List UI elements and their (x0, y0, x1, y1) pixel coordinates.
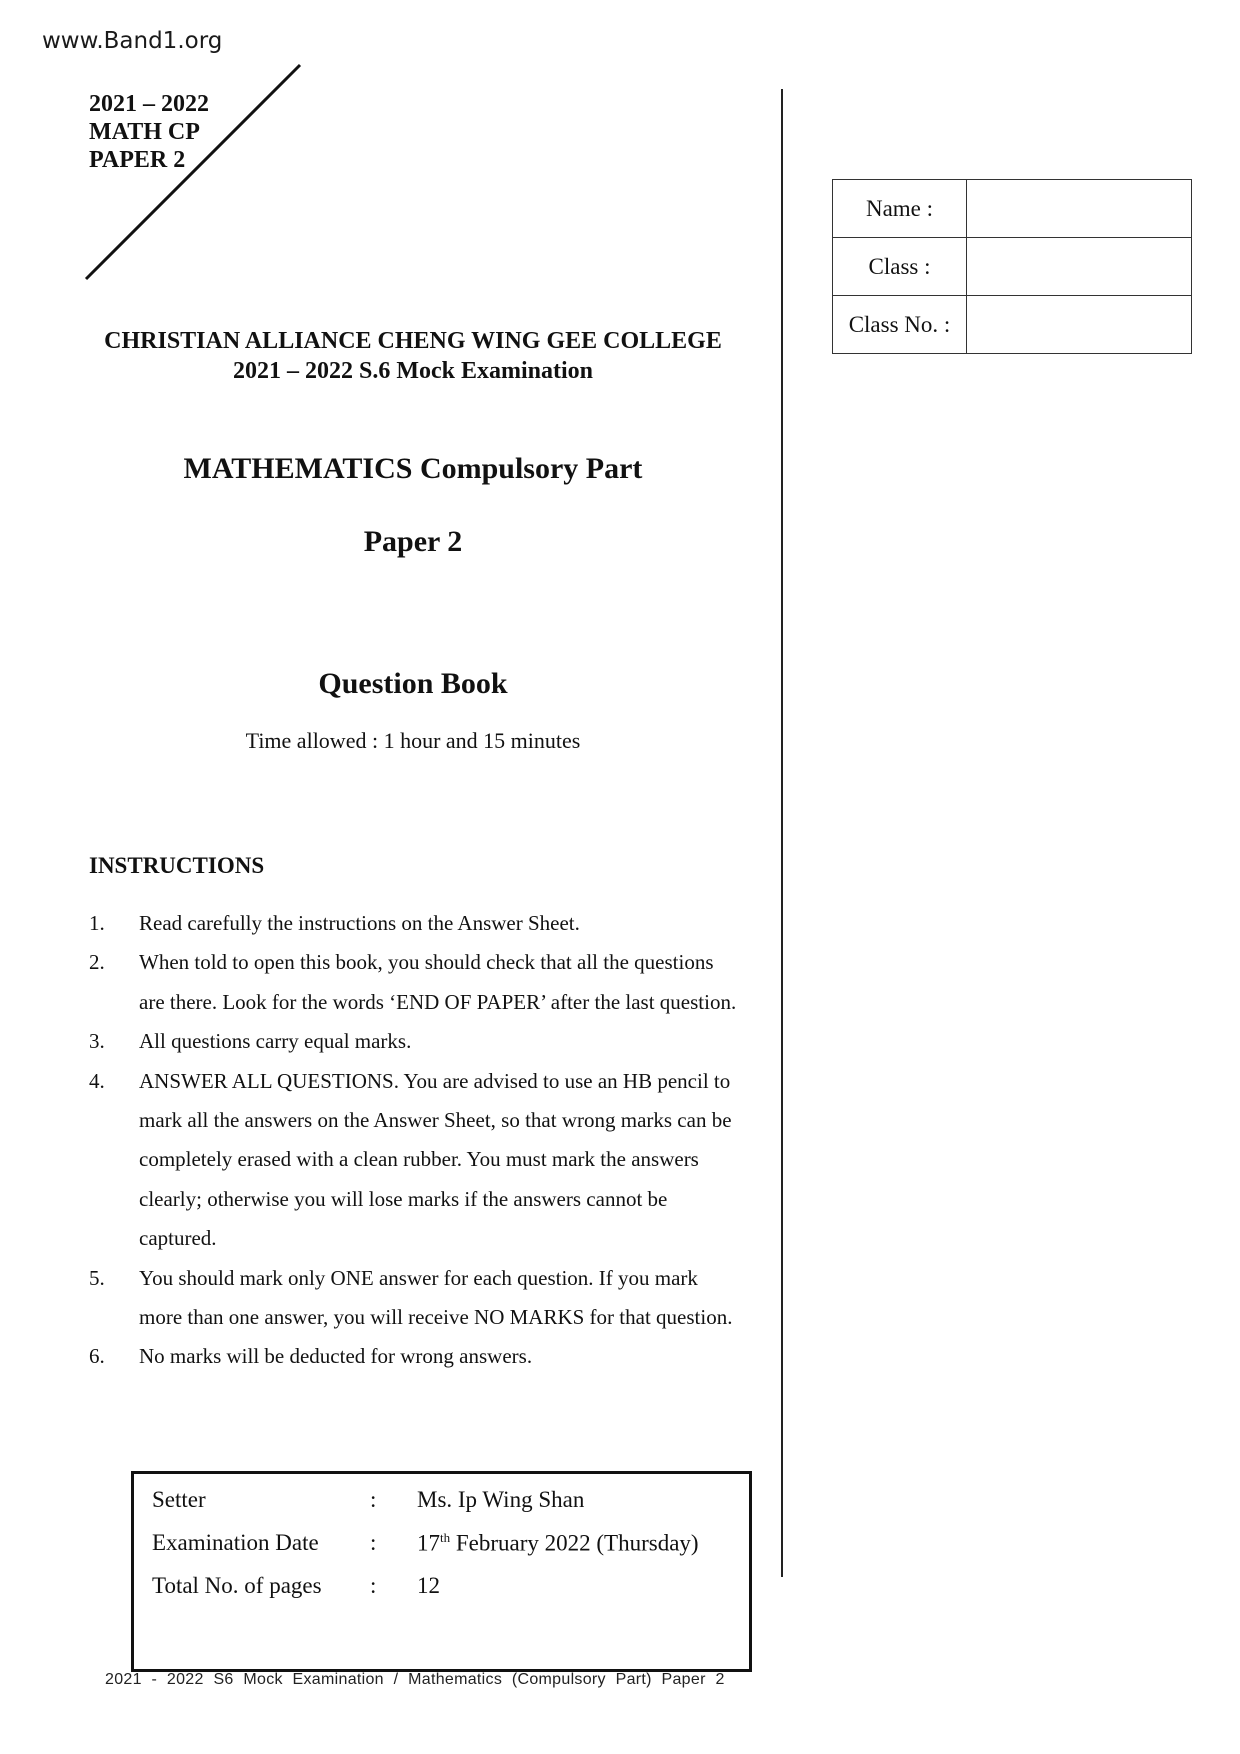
instruction-item (89, 904, 739, 943)
corner-subject: MATH CP (89, 119, 200, 145)
class-label: Class : (833, 238, 967, 296)
school-name: CHRISTIAN ALLIANCE CHENG WING GEE COLLEGE (104, 328, 722, 354)
date-value (417, 1530, 699, 1557)
setter-value: Ms. Ip Wing Shan (417, 1487, 585, 1512)
subject-title: MATHEMATICS Compulsory Part (183, 452, 643, 485)
exam-info-box (131, 1471, 752, 1672)
watermark-url: www.Band1.org (42, 28, 223, 54)
date-label: Examination Date (152, 1530, 319, 1555)
instruction-text: Read carefully the instructions on the Answer Sheet. (139, 911, 580, 935)
school-header (0, 326, 826, 386)
time-allowed: Time allowed : 1 hour and 15 minutes (245, 728, 581, 753)
paper-title: Paper 2 (363, 525, 463, 558)
instruction-item (89, 943, 739, 1022)
instruction-item (89, 1022, 739, 1061)
class-no-field[interactable] (967, 296, 1192, 354)
name-field[interactable] (967, 180, 1192, 238)
colon: : (370, 1487, 377, 1512)
instruction-number: 4. (89, 1068, 105, 1093)
corner-paper: PAPER 2 (89, 147, 186, 173)
book-title: Question Book (318, 667, 508, 700)
class-field[interactable] (967, 238, 1192, 296)
instruction-number: 6. (89, 1344, 105, 1369)
instructions-heading: INSTRUCTIONS (89, 853, 265, 878)
instructions-list (89, 904, 739, 1377)
pages-label: Total No. of pages (152, 1573, 322, 1598)
student-id-table (832, 179, 1192, 354)
exam-title: 2021 – 2022 S.6 Mock Examination (232, 358, 594, 384)
instruction-number: 2. (89, 950, 105, 975)
corner-year: 2021 – 2022 (89, 91, 209, 117)
instruction-text: When told to open this book, you should check that all the questions are there. Look for the words ‘END OF PAPER’ after the last question. (139, 950, 737, 1014)
instruction-number: 1. (89, 911, 105, 935)
instruction-number: 5. (89, 1265, 105, 1290)
instruction-item (89, 1062, 739, 1259)
class-no-label: Class No. : (833, 296, 967, 354)
date-rest: February 2022 (Thursday) (450, 1530, 699, 1556)
fold-divider-line (781, 89, 783, 1577)
date-day: 17 (417, 1530, 440, 1556)
colon: : (370, 1573, 377, 1598)
instruction-text: All questions carry equal marks. (139, 1029, 412, 1054)
instruction-text: You should mark only ONE answer for each question. If you mark more than one answer, you will receive NO MARKS for that question. (139, 1265, 733, 1330)
setter-label: Setter (152, 1487, 206, 1512)
instruction-item (89, 1259, 739, 1338)
date-suffix: th (440, 1530, 451, 1545)
instruction-text: No marks will be deducted for wrong answers. (139, 1344, 533, 1369)
id-row-class (833, 238, 1192, 296)
colon: : (370, 1530, 377, 1555)
instruction-text: ANSWER ALL QUESTIONS. You are advised to use an HB pencil to mark all the answers on the Answer Sheet, so that wrong marks can be completely erased with a clean rubber. You must mark the answers clearly; otherwise you will lose marks if the answers cannot be captured. (139, 1068, 732, 1251)
page-footer: 2021 - 2022 S6 Mock Examination / Mathematics (Compulsory Part) Paper 2 (105, 1671, 725, 1688)
id-row-name (833, 180, 1192, 238)
id-row-class-no (833, 296, 1192, 354)
instruction-number: 3. (89, 1029, 105, 1054)
pages-value: 12 (417, 1573, 440, 1598)
corner-diagonal-line (0, 0, 400, 300)
name-label: Name : (833, 180, 967, 238)
instruction-item (89, 1337, 739, 1376)
